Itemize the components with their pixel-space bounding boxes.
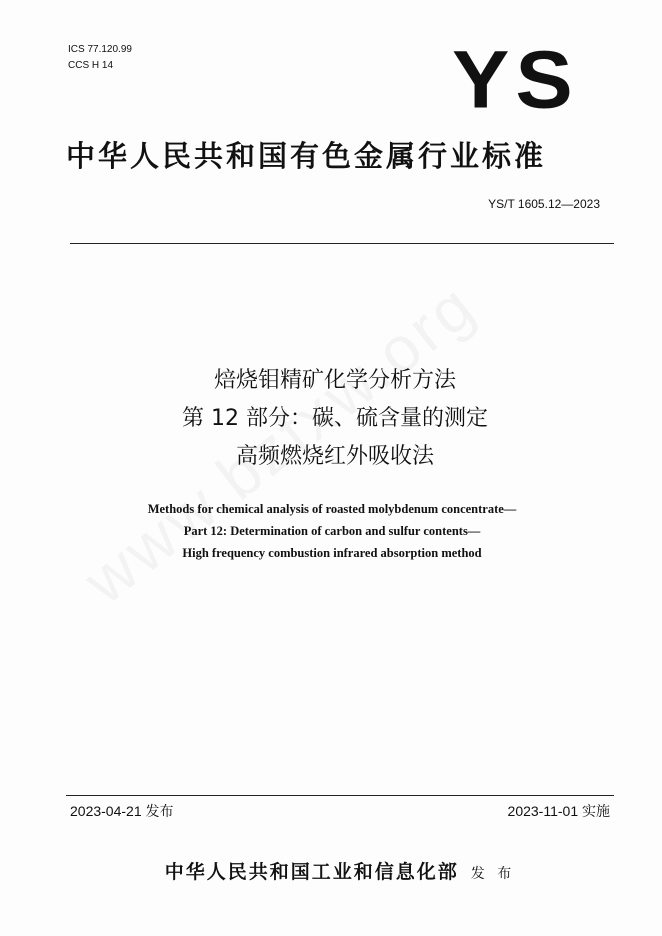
standard-category-title: 中华人民共和国有色金属行业标准	[66, 139, 547, 173]
ics-code: ICS 77.120.99	[68, 44, 132, 55]
chinese-title-line-2: 第 12 部分：碳、硫含量的测定	[182, 406, 488, 431]
english-title-line-3: High frequency combustion infrared absorption method	[182, 546, 482, 560]
chinese-title-line-3: 高频燃烧红外吸收法	[235, 444, 434, 469]
english-title-line-1: Methods for chemical analysis of roasted molybdenum concentrate—	[147, 502, 517, 516]
english-title-line-2: Part 12: Determination of carbon and sulfur contents—	[183, 524, 481, 538]
issue-verb: 发 布	[470, 866, 516, 882]
issuing-organization: 中华人民共和国工业和信息化部	[164, 861, 459, 883]
ccs-code: CCS H 14	[68, 60, 114, 71]
top-divider	[70, 243, 614, 244]
standard-number: YS/T 1605.12—2023	[488, 197, 600, 211]
ys-logo: YS	[452, 34, 579, 126]
chinese-title-line-1: 焙烧钼精矿化学分析方法	[213, 368, 456, 393]
bottom-divider	[66, 795, 614, 796]
english-title	[70, 498, 594, 564]
chinese-title	[90, 362, 580, 476]
implementation-date: 2023-11-01 实施	[507, 803, 610, 819]
issue-date: 2023-04-21 发布	[70, 803, 174, 819]
classification-codes	[68, 42, 132, 74]
issuer-line	[130, 857, 550, 884]
